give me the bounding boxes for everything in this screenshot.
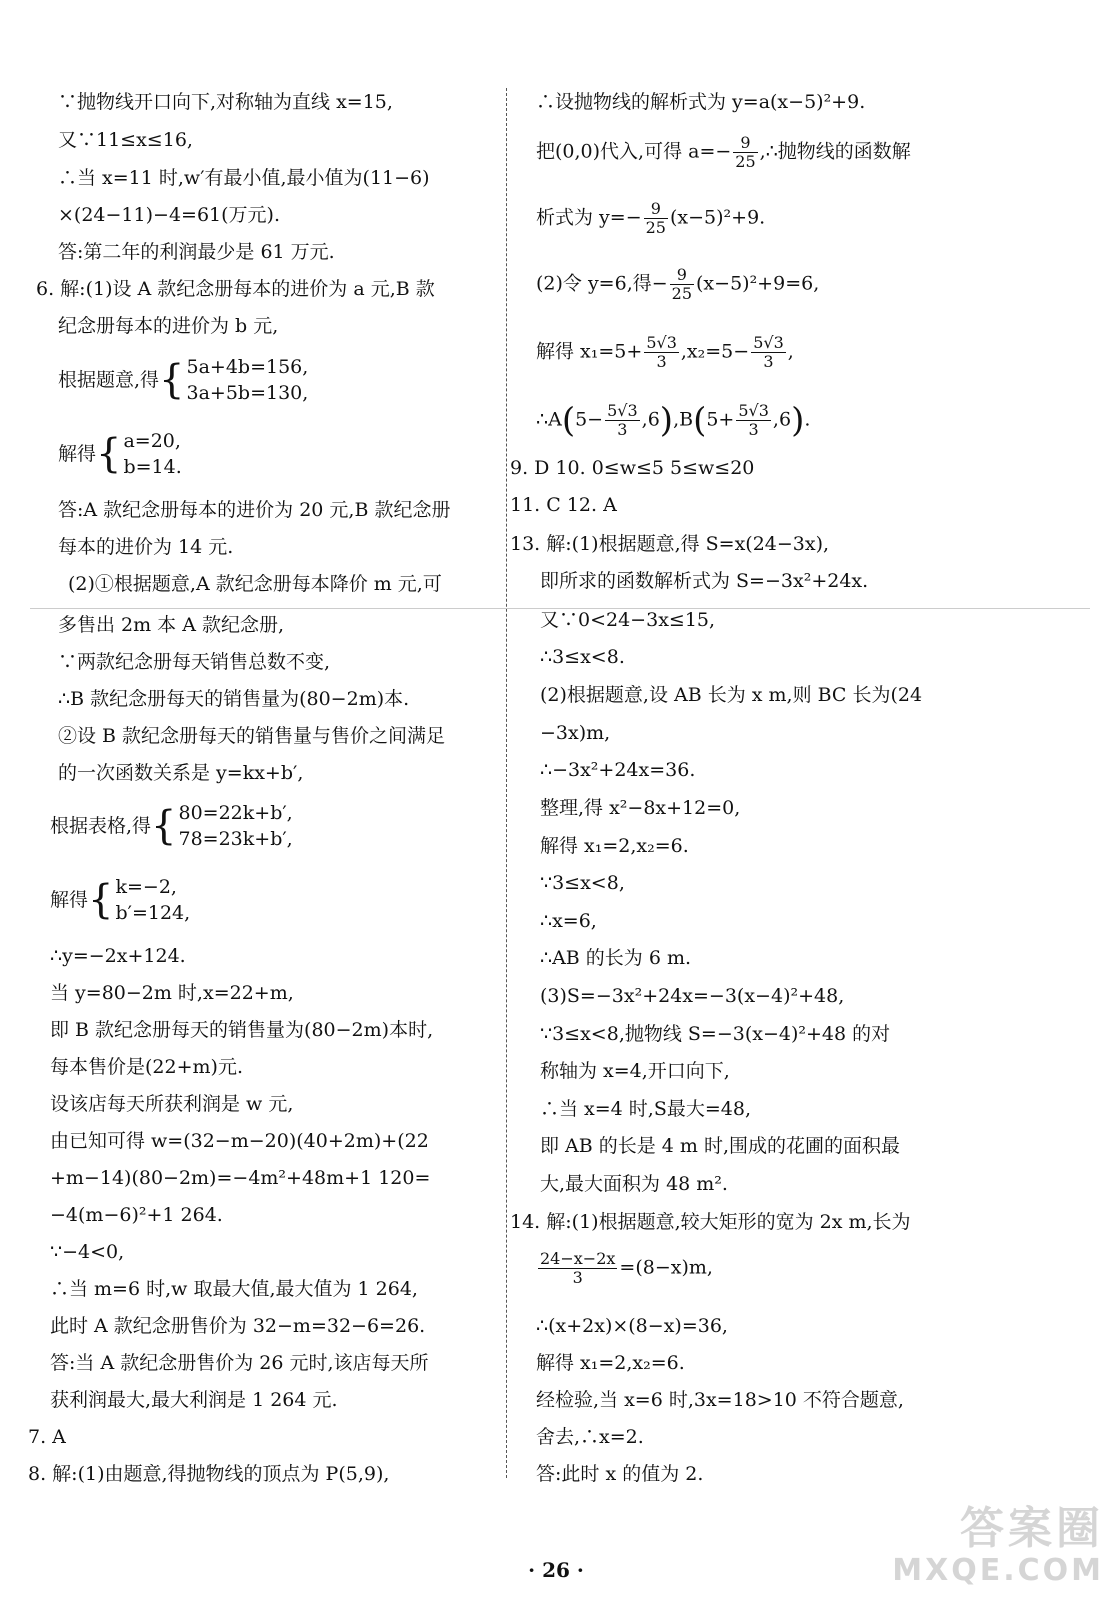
text-line: 又∵11≤x≤16, [58, 129, 193, 151]
text-segment: ∴A [536, 408, 562, 431]
text-line: 答:此时 x 的值为 2. [536, 1463, 704, 1485]
text-line: ∴y=−2x+124. [50, 945, 186, 967]
text-line: 获利润最大,最大利润是 1 264 元. [50, 1389, 338, 1411]
question-13-heading: 13. 解:(1)根据题意,得 S=x(24−3x), [510, 533, 830, 555]
text-line: +m−14)(80−2m)=−4m²+48m+1 120= [50, 1167, 431, 1189]
formula-line [536, 266, 819, 303]
text-line: 当 y=80−2m 时,x=22+m, [50, 982, 294, 1004]
fraction: $\frac{9}{25}$ [645, 199, 666, 237]
text-line: 即 B 款纪念册每天的销售量为(80−2m)本时, [50, 1019, 434, 1041]
text-line: 此时 A 款纪念册售价为 32−m=32−6=26. [50, 1315, 426, 1337]
text-line: 大,最大面积为 48 m². [540, 1173, 728, 1195]
text-line: −3x)m, [540, 722, 611, 744]
equation: a=20, [123, 430, 181, 452]
text-line: 答:当 A 款纪念册售价为 26 元时,该店每天所 [50, 1352, 429, 1374]
text-line: 答:第二年的利润最少是 61 万元. [58, 241, 335, 263]
text-segment: (x−5)²+9=6, [696, 272, 820, 295]
brace-icon: { [96, 431, 122, 477]
brace-icon: { [159, 357, 185, 403]
text-segment: 解得 x₁=5+ [536, 340, 643, 363]
text-line: 多售出 2m 本 A 款纪念册, [58, 614, 285, 636]
text-line: 设该店每天所获利润是 w 元, [50, 1093, 294, 1115]
text-segment: ,∴抛物线的函数解 [759, 140, 911, 163]
text-segment: , [787, 340, 794, 363]
answers-11-12: 11. C 12. A [510, 494, 617, 516]
text-line: 经检验,当 x=6 时,3x=18>10 不符合题意, [536, 1389, 904, 1411]
text-line: ∴当 x=4 时,S最大=48, [540, 1098, 751, 1120]
text-line: 又∵0<24−3x≤15, [540, 609, 716, 631]
text-line: 即 AB 的长是 4 m 时,围成的花圃的面积最 [540, 1135, 901, 1157]
question-6-heading: 6. 解:(1)设 A 款纪念册每本的进价为 a 元,B 款 [36, 278, 435, 300]
text-line: (3)S=−3x²+24x=−3(x−4)²+48, [540, 985, 845, 1007]
text-line: ∵两款纪念册每天销售总数不变, [58, 651, 331, 673]
equation: 5a+4b=156, [186, 356, 309, 378]
system-label: 解得 [50, 889, 89, 911]
text-line: 整理,得 x²−8x+12=0, [540, 797, 741, 819]
system-label: 解得 [58, 443, 97, 465]
text-line: 舍去,∴x=2. [536, 1426, 644, 1448]
equation-system [58, 428, 182, 480]
text-line: 称轴为 x=4,开口向下, [540, 1060, 730, 1082]
equation-system [50, 874, 190, 926]
fraction: $\frac{9}{25}$ [671, 265, 693, 303]
text-line: 每本售价是(22+m)元. [50, 1056, 243, 1078]
text-line: ∴3≤x<8. [540, 646, 625, 668]
equation-system [50, 800, 293, 852]
page-number: · 26 · [528, 1558, 584, 1582]
text-segment: =(8−x)m, [619, 1256, 713, 1279]
text-line: 每本的进价为 14 元. [58, 536, 234, 558]
watermark-top: 答案圈 [960, 1503, 1104, 1554]
equation: 78=23k+b′, [178, 828, 293, 850]
text-line: 即所求的函数解析式为 S=−3x²+24x. [540, 570, 869, 592]
fraction: $\frac{5√3}{3}$ [607, 401, 638, 439]
formula-line [536, 200, 765, 237]
text-line: −4(m−6)²+1 264. [50, 1204, 223, 1226]
text-line: ∴B 款纪念册每天的销售量为(80−2m)本. [58, 688, 410, 710]
equation: k=−2, [115, 876, 177, 898]
text-line: ∵3≤x<8, [540, 872, 625, 894]
text-line: ∴设抛物线的解析式为 y=a(x−5)²+9. [536, 91, 866, 113]
text-line: ②设 B 款纪念册每天的销售量与售价之间满足 [58, 725, 446, 747]
text-segment: 析式为 y=− [536, 206, 642, 229]
text-segment: 5− [575, 408, 604, 431]
question-7-answer: 7. A [28, 1426, 66, 1448]
text-line: 答:A 款纪念册每本的进价为 20 元,B 款纪念册 [58, 499, 451, 521]
text-segment: ,B [673, 408, 694, 431]
text-line: 解得 x₁=2,x₂=6. [536, 1352, 685, 1374]
formula-line [536, 1250, 713, 1287]
text-line: (2)①根据题意,A 款纪念册每本降价 m 元,可 [68, 573, 442, 595]
fraction: $\frac{24-x-2x}{3}$ [540, 1249, 616, 1287]
question-8-heading: 8. 解:(1)由题意,得抛物线的顶点为 P(5,9), [28, 1463, 390, 1485]
text-segment: (x−5)²+9. [669, 206, 766, 229]
equation: 80=22k+b′, [178, 802, 293, 824]
brace-icon: { [88, 877, 114, 923]
text-line: ∴(x+2x)×(8−x)=36, [536, 1315, 728, 1337]
text-line: 的一次函数关系是 y=kx+b′, [58, 762, 304, 784]
fraction: $\frac{5√3}{3}$ [738, 401, 769, 439]
text-segment: (2)令 y=6,得− [536, 272, 668, 295]
fraction: $\frac{9}{25}$ [735, 133, 756, 171]
formula-line [536, 134, 911, 171]
watermark-bottom: MXQE.COM [892, 1553, 1104, 1588]
text-segment: . [804, 408, 811, 431]
text-segment: 5+ [706, 408, 735, 431]
text-line: ∴当 m=6 时,w 取最大值,最大值为 1 264, [50, 1278, 418, 1300]
text-line: ×(24−11)−4=61(万元). [58, 204, 280, 226]
text-segment: ,6 [772, 408, 792, 431]
system-label: 根据表格,得 [50, 815, 152, 837]
text-line: ∵−4<0, [50, 1241, 125, 1263]
text-line: ∴AB 的长为 6 m. [540, 947, 692, 969]
text-line: ∴−3x²+24x=36. [540, 759, 696, 781]
fraction: $\frac{5√3}{3}$ [646, 333, 677, 371]
text-segment: ,x₂=5− [680, 340, 750, 363]
watermark-logo [884, 1504, 1104, 1594]
equation-system [58, 354, 308, 406]
formula-line [536, 334, 794, 371]
text-line: (2)根据题意,设 AB 长为 x m,则 BC 长为(24 [540, 684, 923, 706]
text-segment: ,6 [641, 408, 660, 431]
brace-icon: { [151, 803, 177, 849]
equation: b=14. [123, 456, 182, 478]
equation: 3a+5b=130, [186, 382, 309, 404]
question-14-heading: 14. 解:(1)根据题意,较大矩形的宽为 2x m,长为 [510, 1211, 911, 1233]
equation: b′=124, [115, 902, 191, 924]
system-label: 根据题意,得 [58, 369, 160, 391]
text-line: 解得 x₁=2,x₂=6. [540, 835, 689, 857]
text-line: ∴x=6, [540, 910, 597, 932]
text-line: ∵抛物线开口向下,对称轴为直线 x=15, [58, 91, 393, 113]
text-line: 由已知可得 w=(32−m−20)(40+2m)+(22 [50, 1130, 429, 1152]
text-line: 纪念册每本的进价为 b 元, [58, 315, 279, 337]
text-line: ∵3≤x<8,抛物线 S=−3(x−4)²+48 的对 [540, 1023, 891, 1045]
text-segment: 把(0,0)代入,可得 a=− [536, 140, 732, 163]
fraction: $\frac{5√3}{3}$ [753, 333, 784, 371]
column-divider [506, 88, 507, 1478]
text-line: ∴当 x=11 时,w′有最小值,最小值为(11−6) [58, 167, 430, 189]
answers-9-10: 9. D 10. 0≤w≤5 5≤w≤20 [510, 457, 755, 479]
formula-line: ∴A(5− $\frac{5√3}{3}$ ,6),B(5+ $\frac{5√3}{3}$ ,6). [536, 400, 811, 441]
